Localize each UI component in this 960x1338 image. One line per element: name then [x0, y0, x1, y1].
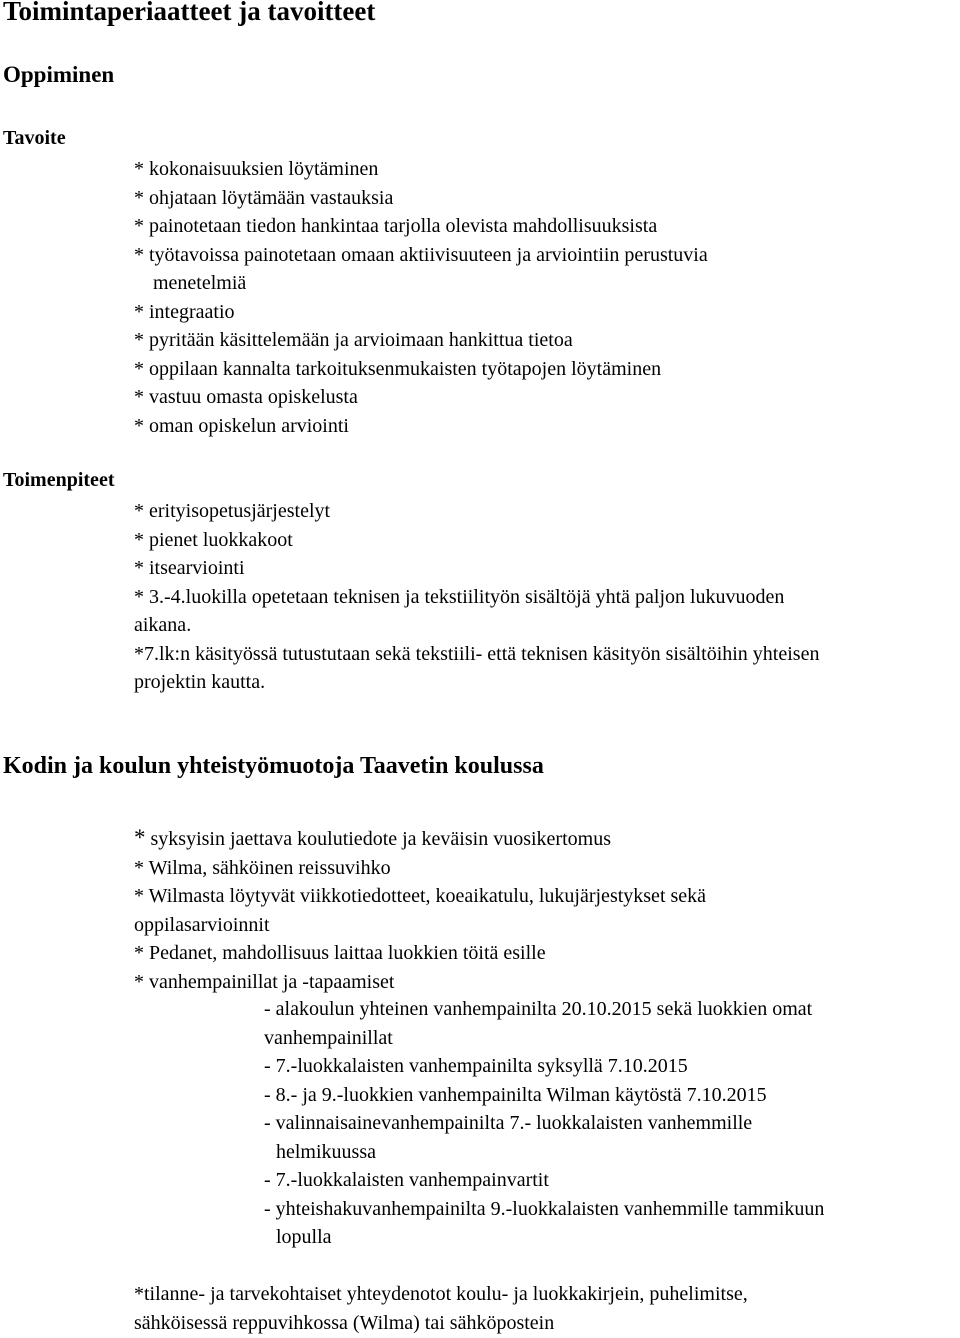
- tavoite-list: [134, 155, 708, 440]
- tavoite-label: Tavoite: [3, 127, 66, 149]
- list-item: * työtavoissa painotetaan omaan aktiivisuuteen ja arviointiin perustuvia: [134, 243, 708, 266]
- list-item-continuation: aikana.: [134, 614, 192, 636]
- page-title: Toimintaperiaatteet ja tavoitteet: [3, 0, 376, 26]
- list-item: * vanhempainillat ja -tapaamiset: [134, 970, 395, 993]
- sub-list-item: - yhteishakuvanhempainilta 9.-luokkalaisten vanhemmille tammikuun: [264, 1197, 825, 1220]
- list-item: [134, 824, 706, 854]
- list-item-text: syksyisin jaettava koulutiedote ja keväisin vuosikertomus: [145, 828, 611, 850]
- list-item: *7.lk:n käsityössä tutustutaan sekä tekstiili- että teknisen käsityön sisältöihin yhteisen: [134, 642, 820, 665]
- list-item: * ohjataan löytämään vastauksia: [134, 186, 394, 209]
- footer-line: *tilanne- ja tarvekohtaiset yhteydenotot koulu- ja luokkakirjein, puhelimitse,: [134, 1283, 748, 1305]
- footer-note: [134, 1280, 954, 1338]
- list-item: * erityisopetusjärjestelyt: [134, 500, 331, 522]
- list-item: * painotetaan tiedon hankintaa tarjolla olevista mahdollisuuksista: [134, 215, 658, 237]
- kodin-section-title: Kodin ja koulun yhteistyömuotoja Taavetin koulussa: [3, 753, 544, 779]
- sub-list-item-continuation: vanhempainillat: [264, 1026, 393, 1049]
- list-item-continuation: oppilasarvioinnit: [134, 913, 270, 936]
- sub-list-item: - 7.-luokkalaisten vanhempainilta syksyllä 7.10.2015: [264, 1055, 688, 1077]
- list-item-continuation: projektin kautta.: [134, 671, 266, 693]
- sub-list-item: - valinnaisainevanhempainilta 7.- luokkalaisten vanhemmille: [264, 1112, 753, 1134]
- sub-list-item-continuation: lopulla: [276, 1226, 332, 1248]
- vanhempainillat-sublist: [264, 995, 824, 1252]
- kodin-list: [134, 824, 706, 996]
- sub-list-item: - 7.-luokkalaisten vanhempainvartit: [264, 1169, 549, 1191]
- list-item: * Wilma, sähköinen reissuvihko: [134, 856, 391, 879]
- sub-list-item-continuation: helmikuussa: [276, 1140, 376, 1163]
- list-item: * Pedanet, mahdollisuus laittaa luokkien töitä esille: [134, 942, 546, 964]
- toimenpiteet-label: Toimenpiteet: [3, 469, 115, 491]
- list-item: * Wilmasta löytyvät viikkotiedotteet, koeaikatulu, lukujärjestykset sekä: [134, 885, 707, 907]
- toimenpiteet-list: [134, 497, 819, 697]
- footer-line: sähköisessä reppuvihkossa (Wilma) tai sähköpostein: [134, 1312, 555, 1334]
- list-item: * integraatio: [134, 300, 235, 323]
- list-item: * vastuu omasta opiskelusta: [134, 386, 358, 408]
- sub-list-item: - 8.- ja 9.-luokkien vanhempainilta Wilman käytöstä 7.10.2015: [264, 1083, 767, 1106]
- list-item: * 3.-4.luokilla opetetaan teknisen ja tekstiilityön sisältöjä yhtä paljon lukuvuoden: [134, 585, 785, 608]
- list-bullet-star: *: [134, 825, 146, 850]
- section-subtitle: Oppiminen: [3, 62, 115, 87]
- list-item: * kokonaisuuksien löytäminen: [134, 158, 379, 180]
- list-item: * pyritään käsittelemään ja arvioimaan hankittua tietoa: [134, 329, 573, 351]
- list-item: * pienet luokkakoot: [134, 528, 293, 551]
- sub-list-item: - alakoulun yhteinen vanhempainilta 20.10.2015 sekä luokkien omat: [264, 998, 813, 1020]
- list-item-continuation: menetelmiä: [153, 272, 247, 294]
- list-item: * oman opiskelun arviointi: [134, 414, 349, 437]
- list-item: * oppilaan kannalta tarkoituksenmukaisten työtapojen löytäminen: [134, 357, 662, 380]
- list-item: * itsearviointi: [134, 557, 245, 579]
